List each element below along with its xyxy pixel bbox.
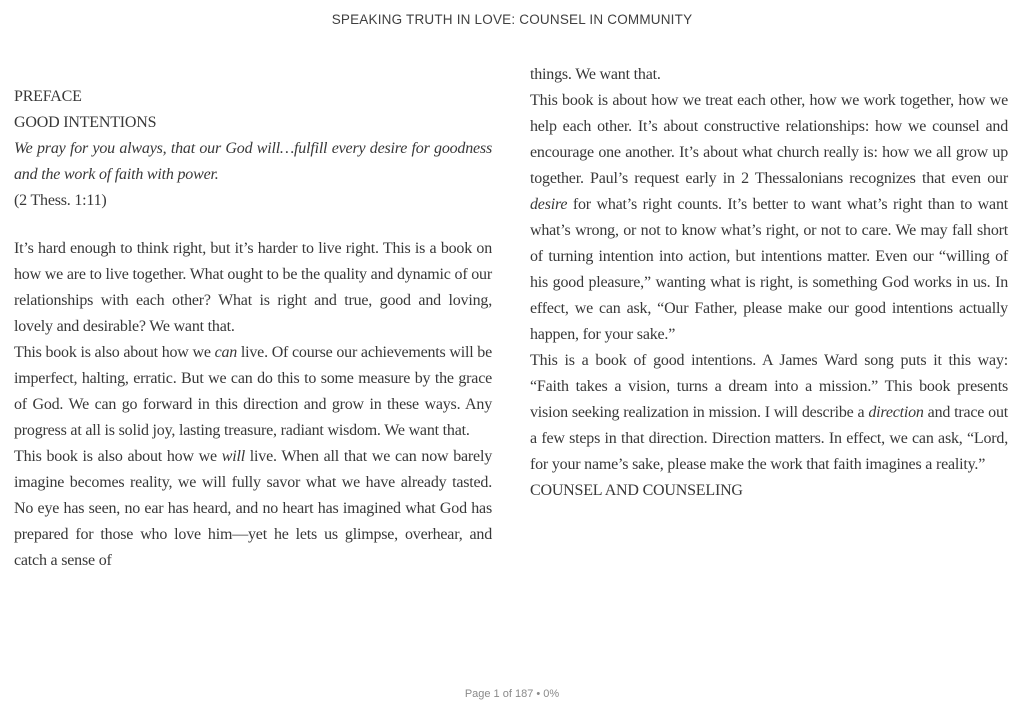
- text-segment: and trace out a few steps in that direction. Direction matters. In effect, we can ask, “Lord, for your name’s sake, please make the work that faith imagines a reality.”: [530, 404, 1009, 473]
- left-text-column: [14, 84, 492, 574]
- section-heading: [14, 84, 492, 110]
- right-text-column: [530, 62, 1008, 504]
- text-segment: live. Of course our achievements will be imperfect, halting, erratic. But we can do this to some measure by the grace of God. We can go forward in this direction and grow in these ways. Any progress at all is solid joy, lasting treasure, radiant wisdom. We want that.: [14, 344, 493, 439]
- italic-text: can: [214, 344, 238, 361]
- text-segment: We pray for you always, that our God will…fulfill every desire for goodness and the work of faith with power.: [14, 140, 492, 183]
- section-heading: [14, 110, 492, 136]
- text-segment: for what’s right counts. It’s better to want what’s right than to want what’s wrong, or not to know what’s right, or not to care. We may fall short of turning intention into action, but intentions matter. Even our “willing of his good pleasure,” wanting what is right, is something God works in us. In effect, we can ask, “Our Father, please make our good intentions actually happen, for your sake.”: [530, 196, 1008, 343]
- text-segment: PREFACE: [14, 88, 82, 105]
- paragraph: [14, 340, 492, 444]
- paragraph: [14, 444, 492, 574]
- text-segment: It’s hard enough to think right, but it’s harder to live right. This is a book on how we are to live together. What ought to be the quality and dynamic of our relationships with each other? What is right and true, good and loving, lovely and desirable? We want that.: [14, 240, 492, 335]
- text-segment: (2 Thess. 1:11): [14, 192, 107, 209]
- italic-text: will: [221, 448, 245, 465]
- text-segment: GOOD INTENTIONS: [14, 114, 157, 131]
- book-title-header: SPEAKING TRUTH IN LOVE: COUNSEL IN COMMUNITY: [331, 12, 693, 27]
- text-segment: live. When all that we can now barely imagine becomes reality, we will fully savor what we have already tasted. No eye has seen, no ear has heard, and no heart has imagined what God has prepared for those who love him—yet he lets us glimpse, overhear, and catch a sense of: [14, 448, 492, 569]
- paragraph: [530, 348, 1008, 478]
- scripture-reference: [14, 188, 492, 214]
- italic-text: desire: [530, 196, 568, 213]
- text-segment: This is a book of good intentions. A James Ward song puts it this way: “Faith takes a vision, turns a dream into a mission.” This book presents vision seeking realization in mission. I will describe a: [530, 352, 1008, 421]
- italic-text: direction: [868, 404, 924, 421]
- text-segment: This book is also about how we: [14, 344, 215, 361]
- text-segment: This book is also about how we: [14, 448, 222, 465]
- paragraph: [530, 62, 1008, 88]
- paragraph: [14, 236, 492, 340]
- text-segment: COUNSEL AND COUNSELING: [530, 482, 743, 499]
- section-heading: [530, 478, 1008, 504]
- epigraph-quote: [14, 136, 492, 188]
- text-segment: things. We want that.: [530, 66, 661, 83]
- page-progress-footer: Page 1 of 187 • 0%: [464, 688, 560, 700]
- text-segment: This book is about how we treat each other, how we work together, how we help each other. It’s about constructive relationships: how we counsel and encourage one another. It’s about what church really is: how we all grow up together. Paul’s request early in 2 Thessalonians recognizes that even our: [530, 92, 1008, 187]
- paragraph: [530, 88, 1008, 348]
